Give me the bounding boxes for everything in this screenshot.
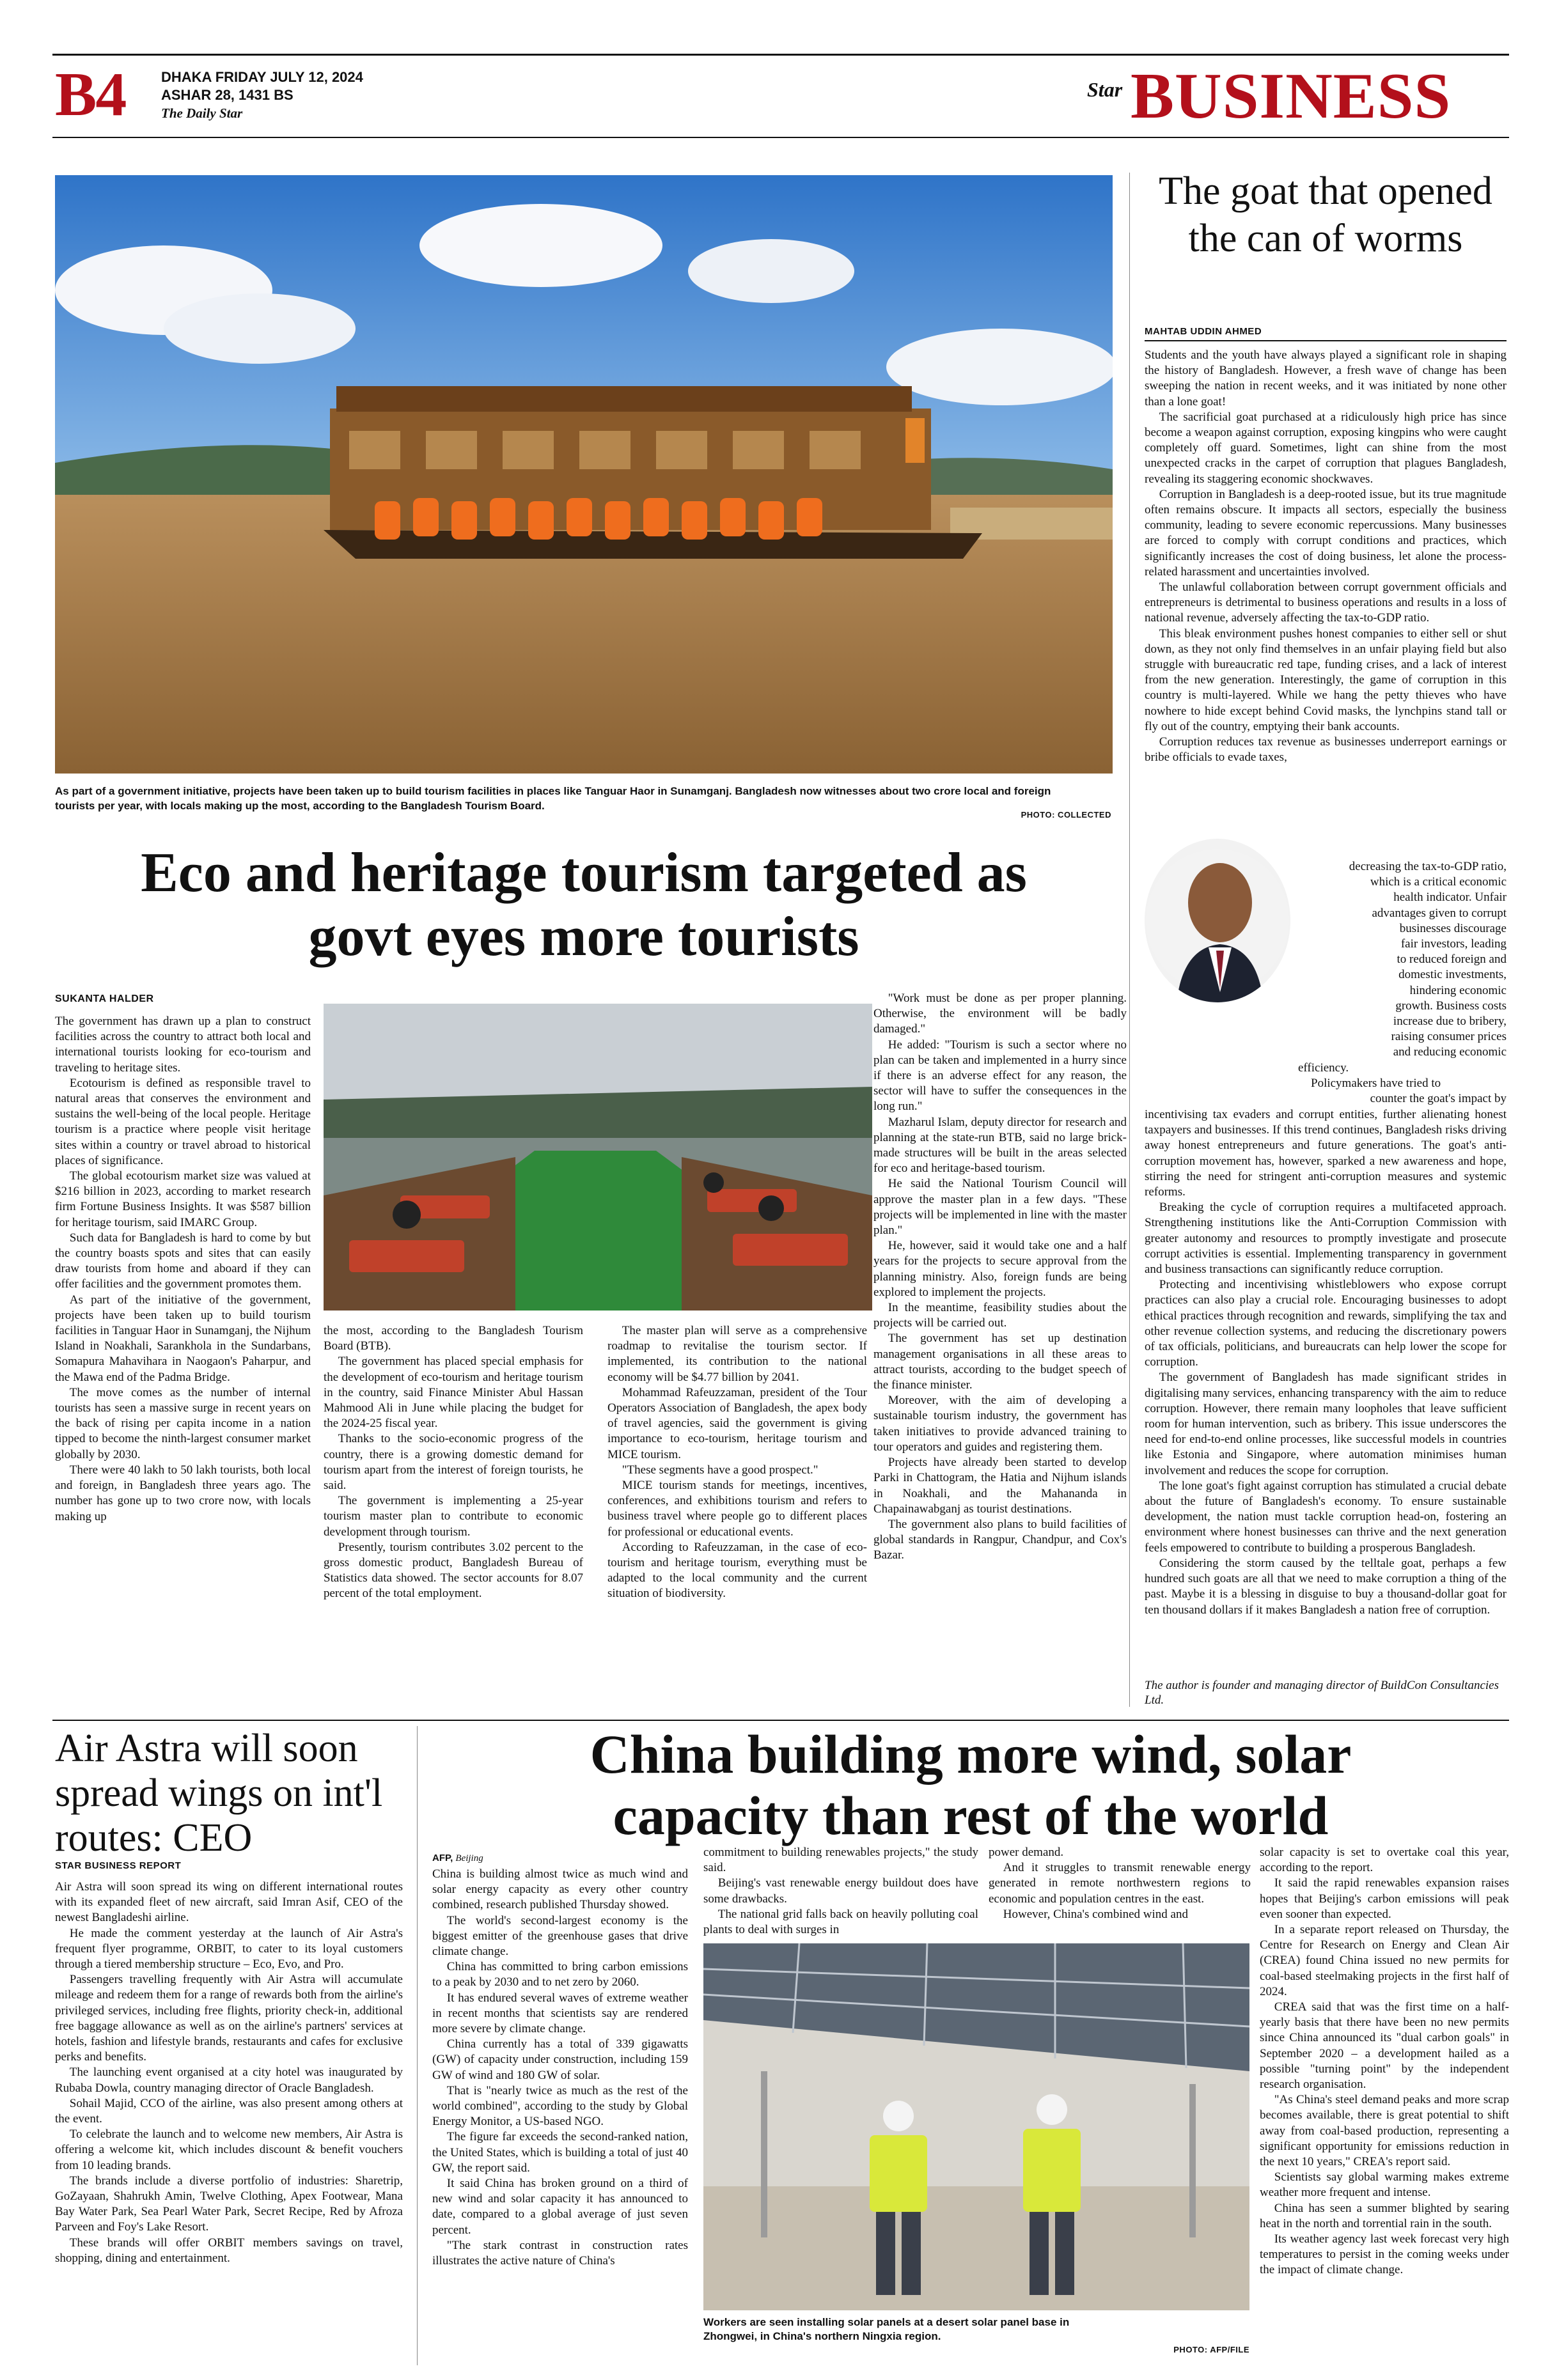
goat-wrap-line: increase due to bribery, [1393,1015,1507,1029]
tourism-paragraph: Thanks to the socio-economic progress of the country, there is a growing domestic demand for tourism apart from the interest of foreign tourists, he said. [324,1432,583,1493]
tourism-paragraph: The government has placed special emphasis for the development of eco-tourism and heritage tourism in the country, said Finance Minister Abul Hassan Mahmood Ali in June while placing the budget for the 2024-25 fiscal year. [324,1355,583,1431]
tourism-paragraph: According to Rafeuzzaman, in the case of eco-tourism and heritage tourism, everything must be adapted to the local community and the current situation of biodiversity. [607,1540,867,1601]
tourism-headline: Eco and heritage tourism targeted as govt eyes more tourists [141,842,1027,968]
goat-wrap-line: efficiency. [1298,1061,1349,1075]
china-col-2 [703,1845,978,1941]
china-byline-place: Beijing [455,1853,483,1863]
china-paragraph: solar capacity is set to overtake coal this year, according to the report. [1260,1846,1509,1875]
goat-paragraph: The government of Bangladesh has made significant strides in digitalising many services, enhancing transparency with the aim to reduce corruption. However, there remain many loopholes that leave sufficient room for human intervention, such as bribery. This issue underscores the need for end-to-end online processes, like successful models in countries like Estonia and Singapore, where automation minimises human involvement and reduces the scope for corruption. [1145,1371,1507,1477]
goat-paragraph: Corruption reduces tax revenue as businesses underreport earnings or bribe officials to evade taxes, [1145,735,1507,765]
goat-paragraph: Protecting and incentivising whistleblowers who expose corrupt practices can also play a crucial role. Encouraging businesses to adopt ethical practices through recognition and rewards, simplifying the tax and other revenue collection systems, and reducing the discretionary powers of tax officials, politicians, and bureaucrats can help lower the scope for corruption. [1145,1278,1507,1369]
china-byline [432,1853,483,1864]
goat-wrap-line: fair investors, leading [1400,937,1507,951]
tourism-paragraph: The master plan will serve as a comprehensive roadmap to revitalise the tourism sector. If implemented, its contribution to the national economy will be $4.77 billion by 2041. [607,1324,867,1384]
astra-byline: STAR BUSINESS REPORT [55,1860,182,1871]
china-paragraph: Its weather agency last week forecast very high temperatures to persist in the coming weeks under the impact of climate change. [1260,2232,1509,2277]
tourism-paragraph: Presently, tourism contributes 3.02 percent to the gross domestic product, Bangladesh Bureau of Statistics data showed. The sector accounts for 8.07 percent of the total employment. [324,1540,583,1601]
goat-paragraph: Breaking the cycle of corruption requires a multifaceted approach. Strengthening institutions like the Anti-Corruption Commission with greater autonomy and resources to promptly investigate and prosecute corrupt activities is essential. Implementing transparency in government and business transactions can significantly reduce corruption. [1145,1201,1507,1277]
goat-paragraph: Considering the storm caused by the telltale goat, perhaps a few hundred such goats are all that we need to make corruption a thing of the past. Maybe it is a blessing in disguise to buy a thousand-dollar goat for ten thousand dollars if it makes Bangladesh a nation free of corruption. [1145,1556,1507,1617]
goat-author-note: The author is founder and managing director of BuildCon Consultancies Ltd. [1145,1679,1499,1707]
goat-wrap-line: raising consumer prices [1391,1030,1507,1044]
china-paragraph: commitment to building renewables projects," the study said. [703,1846,978,1875]
tourism-paragraph: The move comes as the number of internal tourists has seen a massive surge in recent years on the back of rising per capita income in a nation tipped to become the ninth-largest consumer market globally by 2030. [55,1385,311,1461]
china-paragraph: The world's second-largest economy is the biggest emitter of the greenhouse gases that drive climate change. [432,1913,688,1959]
goat-paragraph: The sacrificial goat purchased at a ridiculously high price has since become a weapon against corruption, exposing kingpins who were caught completely off guard. Sometimes, light can shine from the most unexpected cracks in the carpet of corruption that plagues Bangladesh, revealing its staggering economic shockwaves. [1145,410,1507,486]
tourism-paragraph: He added: "Tourism is such a sector where no plan can be taken and implemented in a hurry since if there is an adverse effect for any reason, the sector will have to suffer the consequences in the long run." [873,1038,1127,1114]
tourism-paragraph: the most, according to the Bangladesh Tourism Board (BTB). [324,1324,583,1353]
china-paragraph: And it struggles to transmit renewable energy generated in remote northwestern regions to economic and population centres in the east. [989,1861,1251,1906]
tourism-paragraph: As part of the initiative of the government, projects have been taken up to build tourism facilities in Tanguar Haor in Sunamganj, the Nijhum Island in Noakhali, Sarankhola in the Sundarbans, Somapura Mahavihara in Naogaon's Paharpur, and the Mawa end of the Padma Bridge. [55,1293,311,1384]
china-paragraph: Scientists say global warming makes extreme weather more frequent and intense. [1260,2170,1509,2200]
goat-wrap-line: growth. Business costs [1395,999,1507,1013]
goat-paragraph: Corruption in Bangladesh is a deep-rooted issue, but its true magnitude often remains obscure. It impacts all sectors, especially the business community, leading to severe economic repercussions. Many businesses are forced to comply with corrupt conditions and practices, which significantly increases the cost of doing business, let alone the process-related harassment and uncertainties involved. [1145,487,1507,579]
china-paragraph: China currently has a total of 339 gigawatts (GW) of capacity under construction, including 159 GW of wind and 180 GW of solar. [432,2037,688,2082]
goat-paragraph: incentivising tax evaders and corrupt entities, further alienating honest taxpayers and businesses. If this trend continues, Bangladesh risks driving away honest entrepreneurs and future generations. The goat's anti-corruption movement has, however, sparked a new awareness and hope, stirring the need for stringent anti-corruption measures and systemic reforms. [1145,1108,1507,1199]
tourism-paragraph: In the meantime, feasibility studies about the projects will be carried out. [873,1301,1127,1330]
tourism-paragraph: He, however, said it would take one and a half years for the projects to secure approval from the planning ministry. Also, foreign funds are being explored to implement the projects. [873,1239,1127,1299]
goat-wrap-line: businesses discourage [1399,921,1507,935]
china-col-4 [1260,1845,1509,2376]
china-paragraph: China is building almost twice as much wind and solar energy capacity as every other country combined, research published Thursday showed. [432,1867,688,1912]
bengali-date: ASHAR 28, 1431 BS [161,87,294,103]
astra-paragraph: He made the comment yesterday at the launch of Air Astra's frequent flyer programme, ORBIT, to cater to its loyal customers through a tiered membership structure – Eco, Evo, and Pro. [55,1926,403,1972]
china-paragraph: power demand. [989,1846,1064,1859]
astra-paragraph: The brands include a diverse portfolio of industries: Sharetrip, GoZayaan, Shahrukh Amin, Twelve Clothing, Apex Footwear, Mana Bay Water Park, Sea Pearl Water Park, Secret Recipe, Red by Afroza Parveen and Foy's Lake Resort. [55,2174,403,2234]
china-paragraph: It has endured several waves of extreme weather in recent months that scientists say are rendered more severe by climate change. [432,1991,688,2036]
goat-headline: The goat that opened the can of worms [1159,169,1492,260]
china-paragraph: It said China has broken ground on a third of new wind and solar capacity it has announced to date, compared to a global average of just seven percent. [432,2177,688,2237]
section-title: BUSINESS [1131,60,1452,132]
goat-wrap-line: to reduced foreign and [1397,953,1507,967]
solar-panel-workers-photo [703,1943,1249,2310]
goat-wrap-line: advantages given to corrupt [1372,906,1507,920]
china-paragraph: However, China's combined wind and [1003,1907,1188,1921]
tourism-paragraph: There were 40 lakh to 50 lakh tourists, both local and foreign, in Bangladesh three years ago. The number has gone up to two crore now, with locals making up [55,1463,311,1523]
goat-byline: MAHTAB UDDIN AHMED [1145,326,1262,337]
tourism-paragraph: The government is implementing a 25-year tourism master plan to contribute to economic development through tourism. [324,1494,583,1539]
goat-wrap-lines [1145,859,1507,1108]
goat-paragraph: The lone goat's fight against corruption has stimulated a crucial debate about the future of Bangladesh's economy. To ensure sustainable development, the nation must tackle corruption head-on, fostering an environment where honest businesses can thrive and the next generation feels empowered to contribute to building a prosperous Bangladesh. [1145,1479,1507,1555]
tourism-paragraph: The global ecotourism market size was valued at $216 billion in 2023, according to market research firm Fortune Business Insights. It was $587 billion for heritage tourism, said IMARC Group. [55,1169,311,1229]
goat-paragraph: Students and the youth have always played a significant role in shaping the history of Bangladesh. However, a fresh wave of change has been sweeping the nation in recent weeks, and it was initiated by none other than a lone goat! [1145,348,1507,408]
goat-wrap-line: decreasing the tax-to-GDP ratio, [1349,860,1507,873]
tourism-paragraph: Mohammad Rafeuzzaman, president of the Tour Operators Association of Bangladesh, the apex body of travel agencies, said the government is giving importance to eco-tourism, heritage tourism and MICE tourism. [607,1385,867,1461]
solar-photo-credit: PHOTO: AFP/FILE [1173,2345,1249,2354]
goat-wrap-line: hindering economic [1409,983,1507,997]
tourism-byline: SUKANTA HALDER [55,993,154,1004]
goat-paragraph: This bleak environment pushes honest companies to either sell or shut down, as they not only find themselves in an unfair playing field but also struggle with bureaucratic red tape, funding crises, and a lack of interest from the new generation. Interestingly, the game of corruption in this country is multi-layered. While we hang the petty thieves who have nowhere to hide except behind Covid masks, the lynchpins stand tall or fly out of the country, emptying their bank accounts. [1145,626,1507,733]
lead-photo-credit: PHOTO: COLLECTED [1021,810,1111,820]
china-paragraph: China has committed to bring carbon emissions to a peak by 2030 and to net zero by 2060. [432,1960,688,1989]
lead-photo-caption: As part of a government initiative, projects have been taken up to build tourism facilities in places like Tanguar Haor in Sunamganj. Bangladesh now witnesses about two crore local and foreign tourists per year, with locals making up the most, according to the Bangladesh Tourism Board. [55,785,1051,812]
china-paragraph: The figure far exceeds the second-ranked nation, the United States, which is building a total of just 40 GW, the report said. [432,2130,688,2175]
tourism-houseboat-photo [324,1004,872,1311]
astra-paragraph: To celebrate the launch and to welcome new members, Air Astra is offering a welcome kit, which includes discount & benefit vouchers from 10 leading brands. [55,2127,403,2172]
lead-photo-tanguar-haor [55,175,1113,774]
china-paragraph: "As China's steel demand peaks and more scrap becomes available, there is great potential to shift away from coal-based production, representing a significant opportunity for emissions reduction in the next 10 years," CREA's report said. [1260,2093,1509,2169]
goat-wrap-line: counter the goat's impact by [1370,1092,1507,1106]
tourism-paragraph: Moreover, with the aim of developing a sustainable tourism industry, the government has taken initiatives to provide advanced training to tour operators and guides and registering them. [873,1394,1127,1454]
china-paragraph: The national grid falls back on heavily polluting coal plants to deal with surges in [703,1907,978,1937]
tourism-col-2 [324,1323,583,1720]
china-col-1 [432,1867,688,2372]
tourism-paragraph: "These segments have a good prospect." [622,1463,818,1477]
tourism-col-4 [873,991,1127,1720]
goat-body-top [1145,348,1507,859]
astra-paragraph: These brands will offer ORBIT members savings on travel, shopping, dining and entertainment. [55,2236,403,2265]
tourism-paragraph: MICE tourism stands for meetings, incentives, conferences, and exhibitions tourism and refers to business travel where people go to different places for professional or educational events. [607,1479,867,1539]
section-logo: Star [1087,78,1123,101]
tourism-paragraph: Projects have already been started to develop Parki in Chattogram, the Hatia and Nijhum islands in Noakhali, and the Mahananda in Chapainawabganj as tourist destinations. [873,1456,1127,1516]
goat-wrap-line: which is a critical economic [1370,875,1507,889]
solar-photo-caption: Workers are seen installing solar panels at a desert solar panel base in Zhongwei, in China's northern Ningxia region. [703,2316,1070,2342]
tourism-paragraph: The government has drawn up a plan to construct facilities across the country to attract both local and international tourists looking for eco-tourism and traveling to heritage sites. [55,1015,311,1075]
astra-paragraph: Air Astra will soon spread its wing on different international routes with its expanded fleet of new aircraft, said Imran Asif, CEO of the newest Bangladeshi airline. [55,1880,403,1925]
goat-body-bottom [1145,1107,1507,1673]
tourism-paragraph: He said the National Tourism Council will approve the master plan in a few days. "These projects will be implemented in line with the master plan." [873,1177,1127,1238]
china-paragraph: That is "nearly twice as much as the rest of the world combined", according to the study by Global Energy Monitor, a US-based NGO. [432,2083,688,2129]
tourism-col-1 [55,1014,311,1711]
dateline: DHAKA FRIDAY JULY 12, 2024 [161,69,363,85]
astra-paragraph: Passengers travelling frequently with Air Astra will accumulate mileage and redeem them for a range of rewards both from the airline's privileged services, including free flights, priority check-in, additional free baggage allowance as well as on the airline's partners' services at hotels, fashion and lifestyle brands, restaurants and cafes for exclusive perks and benefits. [55,1973,403,2064]
astra-body [55,1879,403,2365]
tourism-col-3 [607,1323,867,1720]
goat-wrap-line: and reducing economic [1393,1045,1507,1059]
tourism-paragraph: Mazharul Islam, deputy director for research and planning at the state-run BTB, said no large brick-made structures will be built in the areas selected for eco and heritage-based tourism. [873,1115,1127,1176]
goat-wrap-line: domestic investments, [1398,968,1507,982]
goat-wrap-line: health indicator. Unfair [1393,891,1507,905]
goat-paragraph: The unlawful collaboration between corrupt government officials and entrepreneurs is detrimental to business operations and results in a loss of national revenue, adversely affecting the tax-to-GDP ratio. [1145,580,1507,625]
china-paragraph: "The stark contrast in construction rates illustrates the active nature of China's [432,2238,688,2268]
tourism-paragraph: Ecotourism is defined as responsible travel to natural areas that conserves the environment and sustains the well-being of the local people. Heritage tourism is a practice where people visit heritage sites within a country or travel abroad to historical places of significance. [55,1076,311,1167]
astra-headline: Air Astra will soon spread wings on int'l routes: CEO [55,1727,383,1860]
tourism-paragraph: The government has set up destination management organisations in all these areas to attract tourists, according to the budget speech of the finance minister. [873,1332,1127,1392]
china-headline: China building more wind, solar capacity than rest of the world [590,1723,1352,1846]
tourism-paragraph: Such data for Bangladesh is hard to come by but the country boasts spots and sites that can easily draw tourists from home and aboard if they can offer facilities and the government promotes them. [55,1231,311,1291]
astra-paragraph: The launching event organised at a city hotel was inaugurated by Rubaba Dowla, country managing director of Oracle Bangladesh. [55,2065,403,2095]
china-paragraph: China has seen a summer blighted by searing heat in the north and torrential rain in the south. [1260,2201,1509,2230]
china-paragraph: In a separate report released on Thursday, the Centre for Research on Energy and Clean Air (CREA) found China issued no new permits for coal-based steelmaking projects in the first half of 2024. [1260,1923,1509,1998]
tourism-paragraph: The government also plans to build facilities of global standards in Rangpur, Chandpur, and Cox's Bazar. [873,1517,1127,1562]
page-number: B4 [55,60,126,129]
paper-name: The Daily Star [161,105,243,121]
goat-wrap-line: Policymakers have tried to [1311,1076,1441,1090]
china-paragraph: CREA said that was the first time on a half-yearly basis that there have been no new permits since China announced its "dual carbon goals" in September 2020 – a development hailed as a possible "turning point" by the independent research organisation. [1260,2000,1509,2092]
tourism-paragraph: "Work must be done as per proper planning. Otherwise, the environment will be badly damaged." [873,992,1127,1036]
astra-paragraph: Sohail Majid, CCO of the airline, was also present among others at the event. [55,2096,403,2126]
china-col-3 [989,1845,1251,1941]
china-byline-agency: AFP, [432,1853,453,1863]
china-paragraph: Beijing's vast renewable energy buildout does have some drawbacks. [703,1876,978,1906]
china-paragraph: It said the rapid renewables expansion raises hopes that Beijing's carbon emissions will peak even sooner than expected. [1260,1876,1509,1921]
